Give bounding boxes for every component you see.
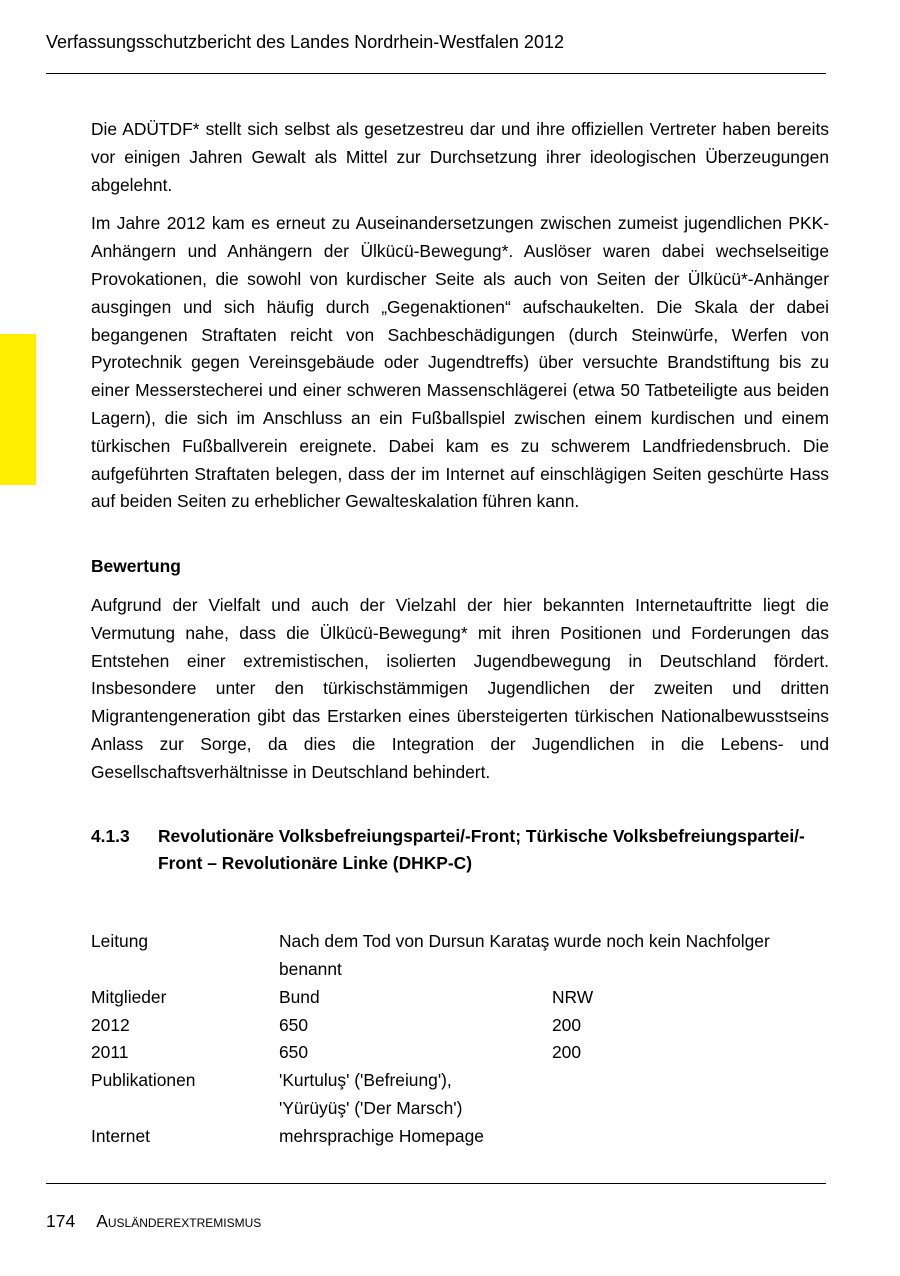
chapter-side-tab bbox=[0, 334, 36, 485]
nrw-cell: 200 bbox=[552, 1042, 582, 1063]
facts-row-publikationen bbox=[91, 1067, 829, 1123]
column-bund: Bund bbox=[279, 986, 320, 1007]
publikation-kurtulus: 'Kurtuluş' ('Befreiung'), bbox=[279, 1070, 452, 1091]
bewertung-heading: Bewertung bbox=[91, 556, 181, 577]
footer-chapter-title: Ausländerextremismus bbox=[96, 1211, 262, 1231]
facts-table bbox=[91, 928, 829, 1150]
section-heading bbox=[91, 823, 829, 879]
facts-row-internet bbox=[91, 1123, 829, 1151]
bund-cell: 650 bbox=[279, 1042, 309, 1063]
publikationen-label: Publikationen bbox=[91, 1070, 196, 1091]
page-footer bbox=[46, 1209, 261, 1233]
facts-row-mitglieder bbox=[91, 984, 829, 1012]
year-cell: 2011 bbox=[91, 1042, 129, 1063]
publikationen-value bbox=[279, 1067, 829, 1123]
table-row bbox=[91, 1012, 829, 1040]
section-title: Revolutionäre Volksbefreiungspartei/-Front; Türkische Volksbefreiungspartei/-Front – Revolutionäre Linke (DHKP-C) bbox=[158, 825, 805, 874]
header-rule bbox=[46, 73, 826, 74]
facts-row-leitung bbox=[91, 928, 829, 984]
paragraph-adutdf: Die ADÜTDF* stellt sich selbst als gesetzestreu dar und ihre offiziellen Vertreter haben bereits vor einigen Jahren Gewalt als Mittel zur Durchsetzung ihrer ideologischen Überzeugungen abgelehnt. bbox=[91, 119, 829, 195]
page-number: 174 bbox=[46, 1211, 76, 1231]
leitung-label: Leitung bbox=[91, 931, 149, 952]
mitglieder-label: Mitglieder bbox=[91, 986, 167, 1007]
internet-value: mehrsprachige Homepage bbox=[279, 1125, 484, 1146]
running-header: Verfassungsschutzbericht des Landes Nordrhein-Westfalen 2012 bbox=[46, 32, 564, 52]
leitung-value: Nach dem Tod von Dursun Karataş wurde noch kein Nachfolger benannt bbox=[279, 931, 770, 979]
table-row bbox=[91, 1039, 829, 1067]
nrw-cell: 200 bbox=[552, 1014, 582, 1035]
column-nrw: NRW bbox=[552, 986, 594, 1007]
paragraph-auseinandersetzungen: Im Jahre 2012 kam es erneut zu Auseinandersetzungen zwischen zumeist jugendlichen PKK-Anhängern und Anhängern der Ülkücü-Bewegung*. Auslöser waren dabei wechselseitige Provokationen, die sowohl von kurdischer Seite als auch von Seiten der Ülkücü*-Anhänger ausgingen und sich häufig durch „Gegenaktionen“ aufschaukelten. Die Skala der dabei begangenen Straftaten reicht von Sachbeschädigungen (durch Steinwürfe, Werfen von Pyrotechnik gegen Vereinsgebäude oder Jugendtreffs) über versuchte Brandstiftung bis zu einer Messerstecherei und einer schweren Massenschlägerei (etwa 50 Tatbeteiligte aus beiden Lagern), die sich im Anschluss an ein Fußballspiel zwischen einem kurdischen und einem türkischen Fußballverein ereignete. Dabei kam es zu schwerem Landfriedensbruch. Die aufgeführten Straftaten belegen, dass der im Internet auf einschlägigen Seiten geschürte Hass auf beiden Seiten zu erheblicher Gewalteskalation führen kann. bbox=[91, 213, 829, 512]
paragraph-bewertung: Aufgrund der Vielfalt und auch der Vielzahl der hier bekannten Internetauftritte liegt die Vermutung nahe, dass die Ülkücü-Bewegung* mit ihren Positionen und Forderungen das Entstehen einer extremistischen, isolierten Jugendbewegung in Deutschland fördert. Insbesondere unter den türkischstämmigen Jugendlichen der zweiten und dritten Migrantengeneration gibt das Erstarken eines übersteigerten türkischen Nationalbewusstseins Anlass zur Sorge, da dies die Integration der Jugendlichen in die Lebens- und Gesellschaftsverhältnisse in Deutschland behindert. bbox=[91, 594, 829, 782]
main-content bbox=[91, 116, 829, 1151]
section-number: 4.1.3 bbox=[91, 825, 130, 846]
year-cell: 2012 bbox=[91, 1014, 130, 1035]
internet-label: Internet bbox=[91, 1125, 150, 1146]
publikation-yuruyus: 'Yürüyüş' ('Der Marsch') bbox=[279, 1097, 463, 1118]
footer-rule bbox=[46, 1183, 826, 1184]
bund-cell: 650 bbox=[279, 1014, 309, 1035]
